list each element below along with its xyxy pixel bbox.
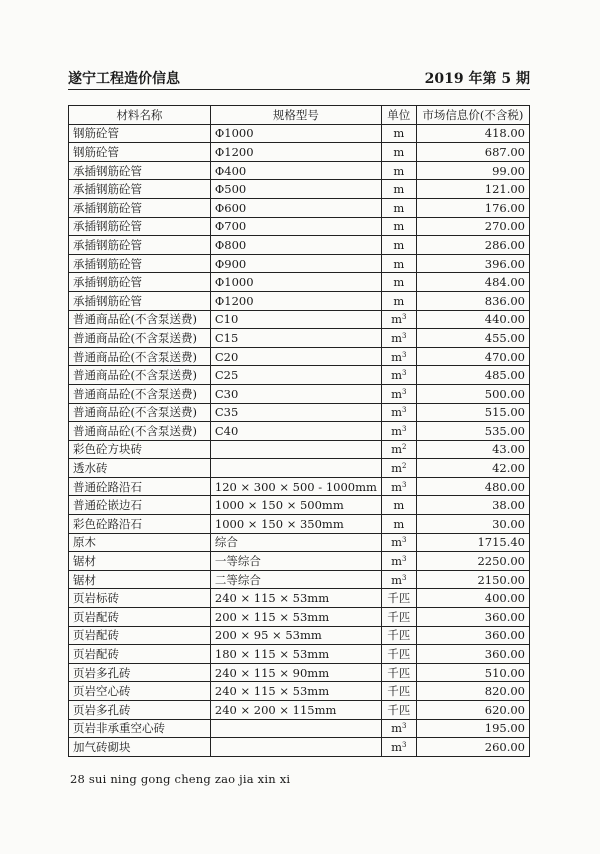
price: 360.00: [416, 626, 529, 645]
table-row: [69, 422, 530, 441]
table-row: [69, 236, 530, 255]
table-row: [69, 719, 530, 738]
spec: Φ1000: [210, 124, 381, 143]
unit-exponent: 3: [402, 313, 407, 322]
unit: [381, 329, 416, 348]
unit: [381, 626, 416, 645]
unit-base: m: [391, 330, 403, 345]
table-row: [69, 310, 530, 329]
material-name: 承插钢筋砼管: [69, 273, 211, 292]
material-name: 页岩配砖: [69, 608, 211, 627]
unit-base: m: [393, 256, 405, 271]
table-row: [69, 533, 530, 552]
table-row: [69, 347, 530, 366]
unit-base: m: [393, 237, 405, 252]
spec: Φ1000: [210, 273, 381, 292]
unit: [381, 570, 416, 589]
material-name: 普通商品砼(不含泵送费): [69, 329, 211, 348]
table-row: [69, 682, 530, 701]
material-name: 承插钢筋砼管: [69, 236, 211, 255]
unit-base: m: [391, 479, 403, 494]
unit-base: 千匹: [387, 665, 411, 680]
material-name: 页岩配砖: [69, 626, 211, 645]
unit-base: m: [391, 739, 403, 754]
unit-base: m: [393, 126, 405, 141]
unit-base: 千匹: [387, 647, 411, 662]
table-row: [69, 515, 530, 534]
table-row: [69, 180, 530, 199]
material-name: 钢筋砼管: [69, 143, 211, 162]
unit: [381, 533, 416, 552]
material-name: 页岩标砖: [69, 589, 211, 608]
price: 480.00: [416, 477, 529, 496]
unit: [381, 198, 416, 217]
unit-exponent: 3: [402, 350, 407, 359]
unit-base: 千匹: [387, 684, 411, 699]
unit-base: m: [391, 312, 403, 327]
unit: [381, 161, 416, 180]
table-row: [69, 217, 530, 236]
price: 286.00: [416, 236, 529, 255]
unit: [381, 384, 416, 403]
material-name: 页岩多孔砖: [69, 663, 211, 682]
spec: Φ700: [210, 217, 381, 236]
price: 440.00: [416, 310, 529, 329]
spec: 120 × 300 × 500 - 1000mm: [210, 477, 381, 496]
column-header-name: 材料名称: [69, 106, 211, 125]
material-name: 普通商品砼(不含泵送费): [69, 384, 211, 403]
table-row: [69, 366, 530, 385]
material-name: 普通砼路沿石: [69, 477, 211, 496]
price: 836.00: [416, 291, 529, 310]
spec: C25: [210, 366, 381, 385]
page-header: [68, 64, 530, 88]
price-table: [68, 105, 530, 757]
unit-base: m: [393, 516, 405, 531]
material-name: 页岩多孔砖: [69, 701, 211, 720]
spec: Φ1200: [210, 143, 381, 162]
material-name: 锯材: [69, 552, 211, 571]
table-row: [69, 291, 530, 310]
material-name: 普通商品砼(不含泵送费): [69, 366, 211, 385]
spec: [210, 738, 381, 757]
unit: [381, 459, 416, 478]
unit-exponent: 3: [402, 555, 407, 564]
table-row: [69, 124, 530, 143]
table-row: [69, 738, 530, 757]
unit: [381, 589, 416, 608]
unit-base: m: [391, 368, 403, 383]
unit: [381, 143, 416, 162]
material-name: 钢筋砼管: [69, 124, 211, 143]
material-name: 锯材: [69, 570, 211, 589]
unit: [381, 217, 416, 236]
table-row: [69, 161, 530, 180]
unit-base: m: [391, 535, 403, 550]
price: 500.00: [416, 384, 529, 403]
material-name: 页岩非承重空心砖: [69, 719, 211, 738]
column-header-price: 市场信息价(不含税): [416, 106, 529, 125]
unit-exponent: 3: [402, 369, 407, 378]
price: 2250.00: [416, 552, 529, 571]
spec: 1000 × 150 × 500mm: [210, 496, 381, 515]
unit: [381, 719, 416, 738]
issue-number: 2019 年第 5 期: [424, 71, 530, 87]
unit-base: m: [393, 293, 405, 308]
price: 455.00: [416, 329, 529, 348]
unit-exponent: 3: [402, 536, 407, 545]
table-row: [69, 384, 530, 403]
spec: 一等综合: [210, 552, 381, 571]
unit: [381, 440, 416, 459]
spec: Φ400: [210, 161, 381, 180]
price: 360.00: [416, 608, 529, 627]
price: 535.00: [416, 422, 529, 441]
table-row: [69, 403, 530, 422]
table-row: [69, 701, 530, 720]
material-name: 普通商品砼(不含泵送费): [69, 403, 211, 422]
price: 260.00: [416, 738, 529, 757]
material-name: 承插钢筋砼管: [69, 161, 211, 180]
page-footer: 28 sui ning gong cheng zao jia xin xi: [70, 772, 291, 786]
spec: Φ1200: [210, 291, 381, 310]
spec: C30: [210, 384, 381, 403]
unit: [381, 552, 416, 571]
column-header-spec: 规格型号: [210, 106, 381, 125]
table-row: [69, 254, 530, 273]
unit: [381, 645, 416, 664]
spec: 综合: [210, 533, 381, 552]
spec: 240 × 200 × 115mm: [210, 701, 381, 720]
unit: [381, 291, 416, 310]
spec: Φ900: [210, 254, 381, 273]
unit: [381, 180, 416, 199]
material-name: 透水砖: [69, 459, 211, 478]
unit-base: m: [393, 275, 405, 290]
spec: Φ600: [210, 198, 381, 217]
unit-exponent: 3: [402, 406, 407, 415]
unit-exponent: 3: [402, 480, 407, 489]
table-row: [69, 198, 530, 217]
table-row: [69, 496, 530, 515]
spec: Φ800: [210, 236, 381, 255]
publication-title: 遂宁工程造价信息: [68, 71, 180, 87]
unit-exponent: 3: [402, 722, 407, 731]
spec: 1000 × 150 × 350mm: [210, 515, 381, 534]
unit: [381, 496, 416, 515]
material-name: 原木: [69, 533, 211, 552]
table-row: [69, 329, 530, 348]
unit-base: m: [391, 554, 403, 569]
unit-base: m: [393, 200, 405, 215]
price: 121.00: [416, 180, 529, 199]
price: 42.00: [416, 459, 529, 478]
spec: 240 × 115 × 53mm: [210, 589, 381, 608]
unit-exponent: 3: [402, 573, 407, 582]
unit-base: m: [391, 386, 403, 401]
unit-base: 千匹: [387, 702, 411, 717]
price: 396.00: [416, 254, 529, 273]
unit: [381, 422, 416, 441]
spec: 二等综合: [210, 570, 381, 589]
unit-base: m: [391, 721, 403, 736]
price: 515.00: [416, 403, 529, 422]
price: 360.00: [416, 645, 529, 664]
price: 99.00: [416, 161, 529, 180]
unit: [381, 682, 416, 701]
unit-exponent: 3: [402, 424, 407, 433]
table-row: [69, 570, 530, 589]
price: 176.00: [416, 198, 529, 217]
table-row: [69, 477, 530, 496]
spec: 180 × 115 × 53mm: [210, 645, 381, 664]
price: 485.00: [416, 366, 529, 385]
price: 270.00: [416, 217, 529, 236]
unit: [381, 608, 416, 627]
table-row: [69, 552, 530, 571]
material-name: 承插钢筋砼管: [69, 254, 211, 273]
unit-base: m: [393, 144, 405, 159]
unit-base: m: [391, 423, 403, 438]
unit-base: m: [391, 349, 403, 364]
price: 418.00: [416, 124, 529, 143]
table-body: [69, 124, 530, 756]
unit-base: m: [391, 405, 403, 420]
unit-base: 千匹: [387, 609, 411, 624]
unit: [381, 236, 416, 255]
table-row: [69, 645, 530, 664]
material-name: 页岩空心砖: [69, 682, 211, 701]
price: 2150.00: [416, 570, 529, 589]
price: 1715.40: [416, 533, 529, 552]
unit-exponent: 3: [402, 740, 407, 749]
material-name: 普通商品砼(不含泵送费): [69, 422, 211, 441]
unit-exponent: 2: [402, 443, 407, 452]
material-name: 普通砼嵌边石: [69, 496, 211, 515]
table-row: [69, 273, 530, 292]
table-header-row: [69, 106, 530, 125]
spec: C10: [210, 310, 381, 329]
unit-exponent: 3: [402, 331, 407, 340]
spec: C35: [210, 403, 381, 422]
price: 820.00: [416, 682, 529, 701]
spec: Φ500: [210, 180, 381, 199]
unit: [381, 124, 416, 143]
material-name: 彩色砼方块砖: [69, 440, 211, 459]
header-divider: [68, 89, 530, 90]
table-row: [69, 626, 530, 645]
unit-base: m: [391, 442, 403, 457]
material-name: 彩色砼路沿石: [69, 515, 211, 534]
unit: [381, 254, 416, 273]
unit-base: m: [393, 219, 405, 234]
table-row: [69, 589, 530, 608]
spec: 200 × 95 × 53mm: [210, 626, 381, 645]
spec: [210, 440, 381, 459]
unit: [381, 366, 416, 385]
unit-base: m: [393, 163, 405, 178]
table-row: [69, 663, 530, 682]
spec: [210, 459, 381, 478]
unit-base: m: [393, 182, 405, 197]
unit: [381, 403, 416, 422]
spec: 200 × 115 × 53mm: [210, 608, 381, 627]
price: 195.00: [416, 719, 529, 738]
spec: C40: [210, 422, 381, 441]
material-name: 承插钢筋砼管: [69, 217, 211, 236]
unit-base: m: [391, 461, 403, 476]
price: 687.00: [416, 143, 529, 162]
column-header-unit: 单位: [381, 106, 416, 125]
material-name: 页岩配砖: [69, 645, 211, 664]
unit: [381, 347, 416, 366]
table-row: [69, 143, 530, 162]
spec: 240 × 115 × 90mm: [210, 663, 381, 682]
table-row: [69, 459, 530, 478]
table-row: [69, 608, 530, 627]
unit: [381, 273, 416, 292]
price: 30.00: [416, 515, 529, 534]
price: 510.00: [416, 663, 529, 682]
price: 470.00: [416, 347, 529, 366]
unit-exponent: 3: [402, 387, 407, 396]
spec: [210, 719, 381, 738]
unit: [381, 701, 416, 720]
spec: C20: [210, 347, 381, 366]
material-name: 承插钢筋砼管: [69, 291, 211, 310]
price: 400.00: [416, 589, 529, 608]
unit-base: 千匹: [387, 591, 411, 606]
unit-exponent: 2: [402, 462, 407, 471]
unit-base: 千匹: [387, 628, 411, 643]
unit-base: m: [393, 498, 405, 513]
price: 620.00: [416, 701, 529, 720]
material-name: 普通商品砼(不含泵送费): [69, 310, 211, 329]
table-row: [69, 440, 530, 459]
price: 43.00: [416, 440, 529, 459]
unit: [381, 477, 416, 496]
material-name: 承插钢筋砼管: [69, 198, 211, 217]
unit: [381, 738, 416, 757]
spec: 240 × 115 × 53mm: [210, 682, 381, 701]
unit-base: m: [391, 572, 403, 587]
unit: [381, 663, 416, 682]
unit: [381, 515, 416, 534]
price: 38.00: [416, 496, 529, 515]
unit: [381, 310, 416, 329]
material-name: 承插钢筋砼管: [69, 180, 211, 199]
material-name: 普通商品砼(不含泵送费): [69, 347, 211, 366]
price: 484.00: [416, 273, 529, 292]
spec: C15: [210, 329, 381, 348]
material-name: 加气砖砌块: [69, 738, 211, 757]
